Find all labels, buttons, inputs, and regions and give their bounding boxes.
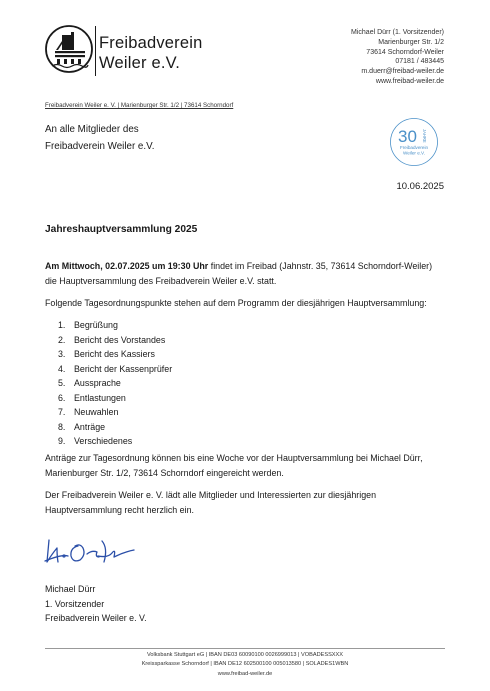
agenda-number: 8. [58,421,66,432]
recipient-line-2: Freibadverein Weiler e.V. [45,141,155,152]
agenda-intro-text: Folgende Tagesordnungspunkte stehen auf dem Programm der diesjährigen Hauptversammlung: [45,298,427,308]
footer-divider [45,648,445,649]
logo-line-2: Weiler e.V. [99,54,181,72]
paragraph-invitation [45,259,455,288]
sender-email[interactable]: m.duerr@freibad-weiler.de [361,68,444,76]
sender-street: Marienburger Str. 1/2 [378,38,444,46]
sender-phone: 07181 / 483445 [395,58,444,66]
agenda-label: Bericht des Kassiers [74,349,155,359]
agenda-number: 2. [58,334,66,345]
paragraph4-line1: Der Freibadverein Weiler e. V. lädt alle Mitglieder und Interessierten zur diesjährigen [45,490,377,500]
agenda-number: 1. [58,320,66,330]
list-item [58,376,172,391]
badge-side-label: JAHRE [422,129,427,143]
agenda-number: 3. [58,349,66,359]
signer-org: Freibadverein Weiler e. V. [45,613,147,623]
list-item [58,391,172,406]
agenda-label: Verschiedenes [74,436,133,446]
logo-wordmark [99,33,203,73]
freibad-logo-icon [44,24,94,74]
list-item [58,318,172,333]
signer-name: Michael Dürr [45,584,96,594]
list-item [58,362,172,377]
agenda-label: Bericht des Vorstandes [74,334,166,345]
badge-number: 30 [398,127,417,146]
sender-block [351,28,444,87]
footer-line-1: Volksbank Stuttgart eG | IBAN DE03 60090100 0026999013 | VOBADESSXXX [146,652,343,658]
footer-web[interactable]: www.freibad-weiler.de [217,670,273,677]
recipient-block [45,121,154,155]
meeting-datetime: Am Mittwoch, 02.07.2025 um 19:30 Uhr [45,261,209,271]
list-item [58,405,172,420]
agenda-number: 4. [58,363,66,374]
signer-role: 1. Vorsitzender [45,598,105,609]
letter-subject: Jahreshauptversammlung 2025 [45,224,198,235]
paragraph3-line1: Anträge zur Tagesordnung können bis eine Woche vor der Hauptversammlung bei Michael Dürr, [45,453,423,463]
paragraph1-line2: die Hauptversammlung des Freibadverein Weiler e.V. statt. [45,275,277,286]
paragraph-invite-all [45,488,455,517]
sender-city: 73614 Schorndorf-Weiler [366,48,444,56]
paragraph4-line2: Hauptversammlung recht herzlich ein. [45,504,194,515]
list-item [58,347,172,362]
sender-name: Michael Dürr (1. Vorsitzender) [351,29,444,36]
agenda-label: Bericht der Kassenprüfer [74,363,173,374]
logo-divider [95,26,96,76]
agenda-label: Entlastungen [74,392,126,403]
logo-line-1: Freibadverein [99,34,203,52]
return-address-line: Freibadverein Weiler e. V. | Marienburger Str. 1/2 | 73614 Schorndorf [45,102,234,109]
list-item [58,420,172,435]
signature-block [45,582,147,626]
list-item [58,434,172,449]
badge-line-2: Weiler e.V. [403,150,425,156]
agenda-label: Neuwahlen [74,407,119,417]
agenda-number: 7. [58,407,66,417]
letter-date: 10.06.2025 [396,181,444,192]
agenda-label: Anträge [74,421,106,432]
paragraph3-line2: Marienburger Str. 1/2, 73614 Schorndorf eingereicht werden. [45,467,284,478]
footer-line-2: Kreissparkasse Schorndorf | IBAN DE12 602500100 005013580 | SOLADES1WBN [141,661,349,668]
sender-web[interactable]: www.freibad-weiler.de [375,77,444,85]
meeting-location: findet im Freibad (Jahnstr. 35, 73614 Schorndorf-Weiler) [208,261,433,271]
footer-bank-details [45,651,445,679]
agenda-list [58,318,172,449]
paragraph-motions [45,451,455,480]
badge-line-1: Freibadverein [399,145,429,150]
agenda-label: Aussprache [74,378,121,388]
agenda-number: 5. [58,378,66,388]
anniversary-badge-icon [389,117,439,167]
agenda-number: 6. [58,392,66,403]
recipient-line-1: An alle Mitglieder des [45,124,139,135]
agenda-label: Begrüßung [74,320,118,330]
agenda-number: 9. [58,436,66,446]
paragraph-agenda-intro [45,296,455,311]
handwritten-signature [42,536,154,574]
list-item [58,333,172,348]
